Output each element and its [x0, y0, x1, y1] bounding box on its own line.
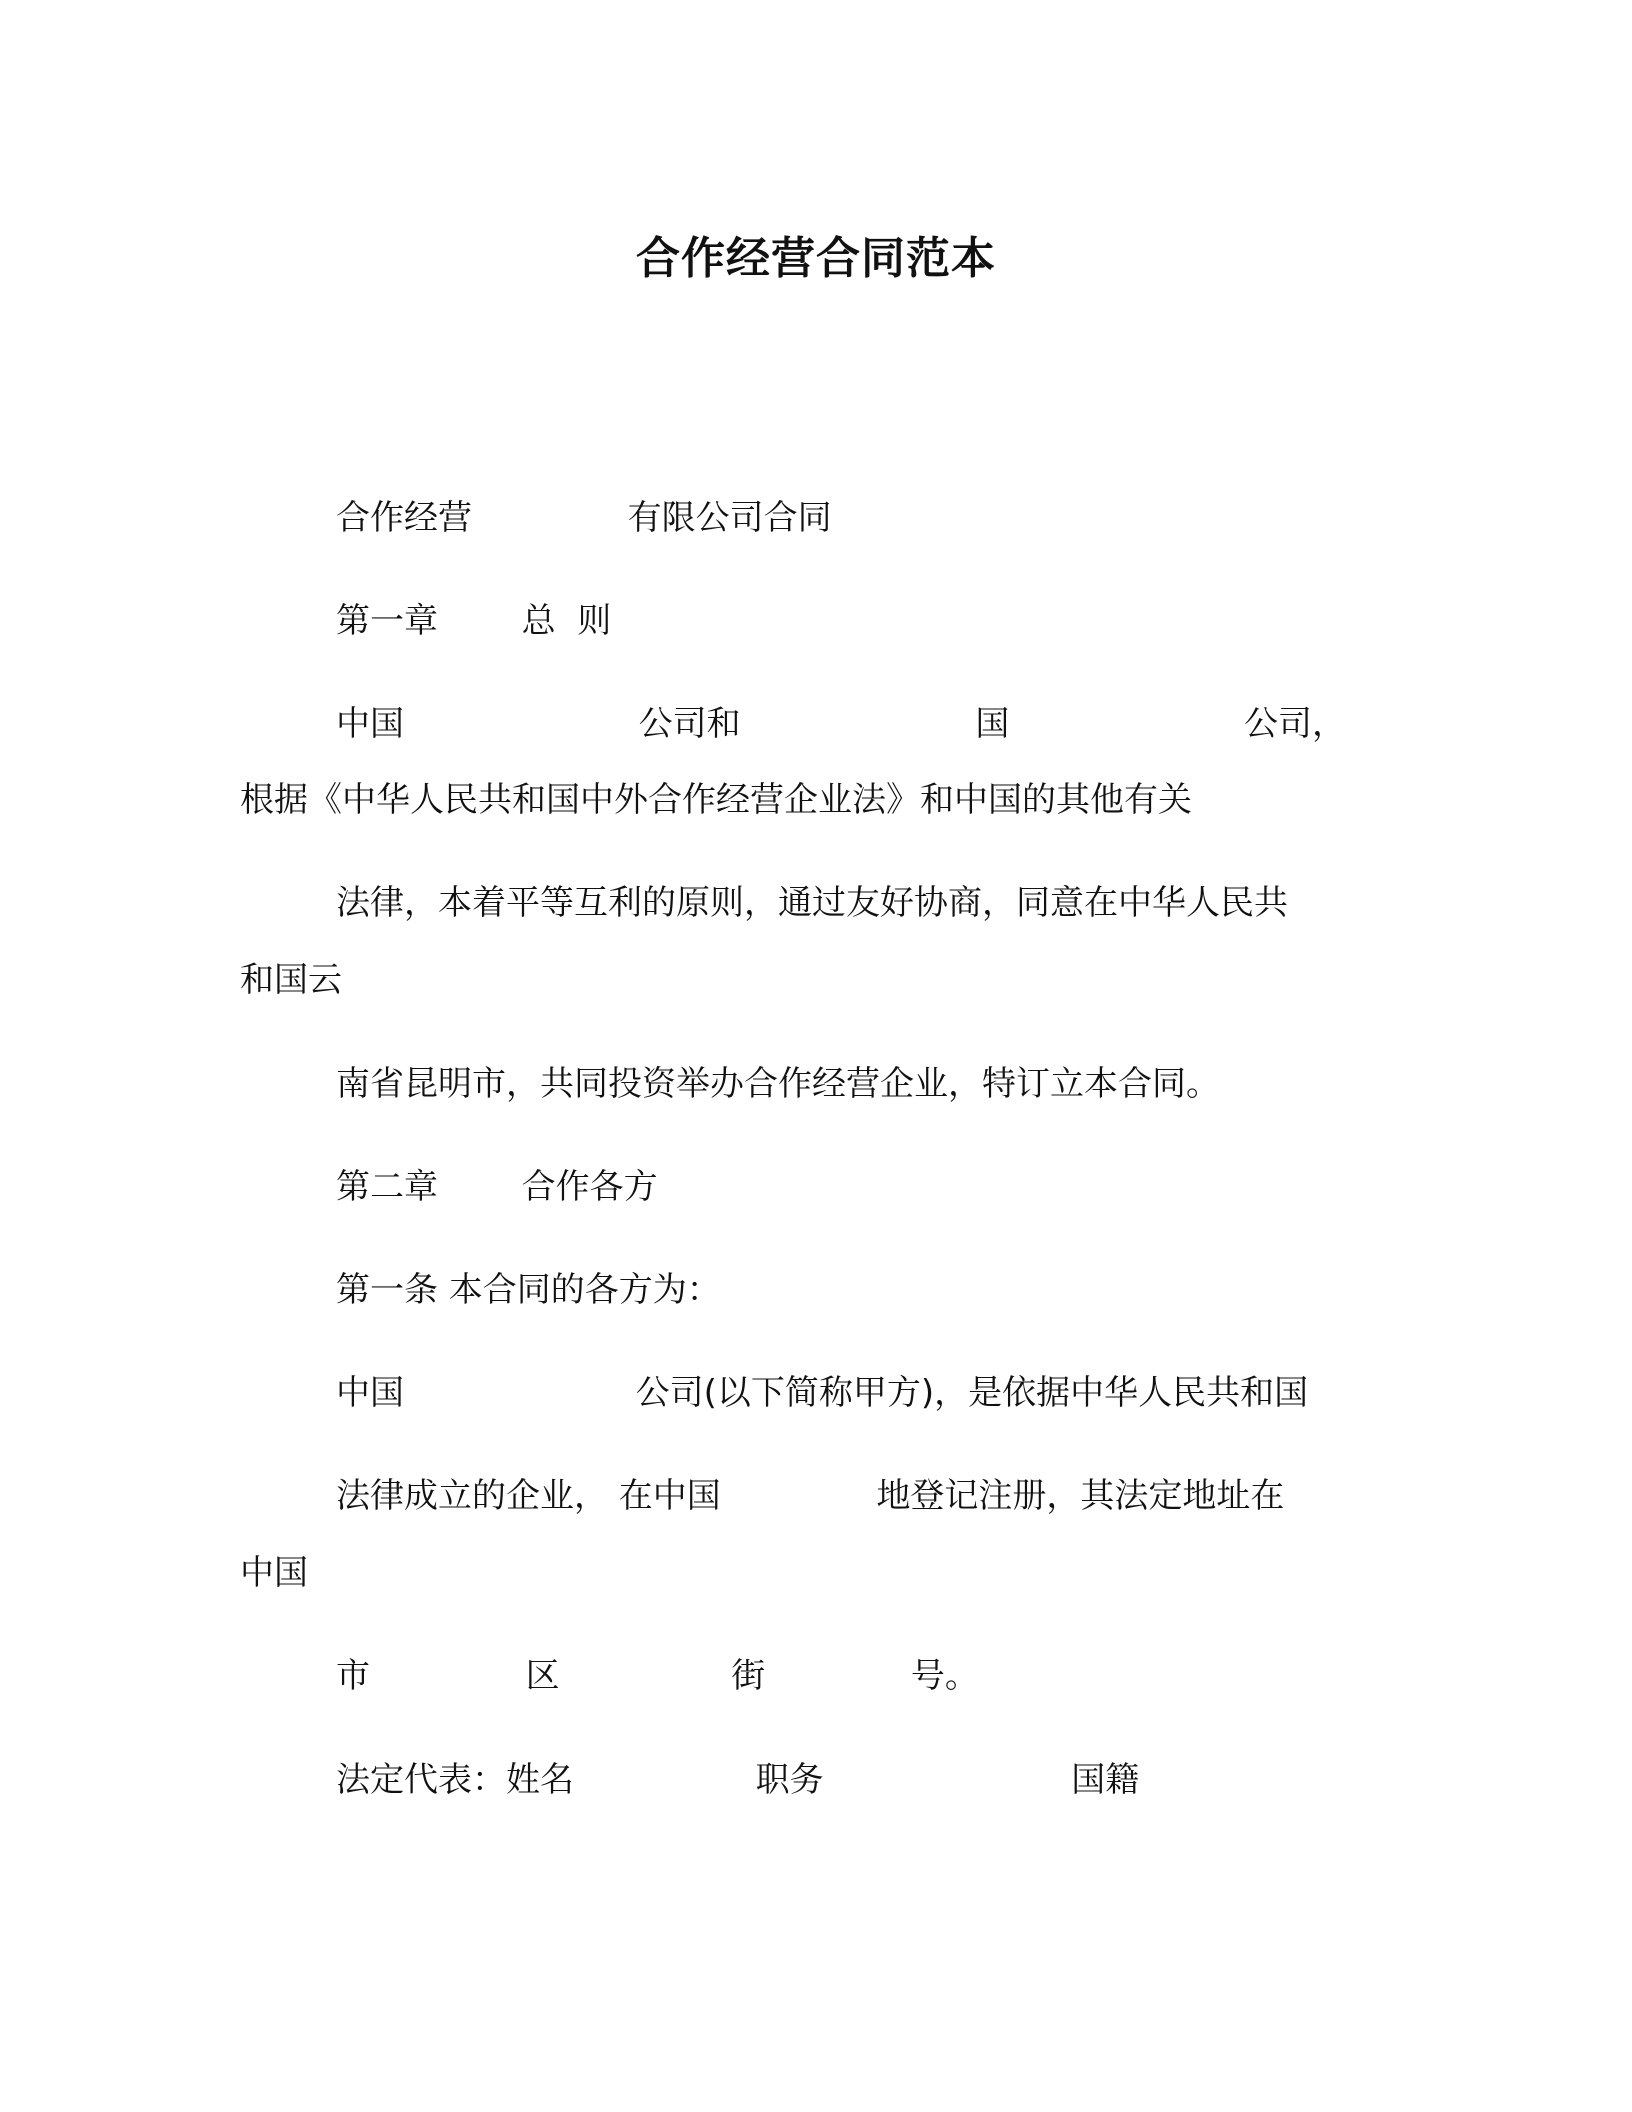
party-a-line-2	[336, 1476, 1284, 1517]
chapter-2-number: 第二章	[336, 1167, 438, 1207]
legal-representative-line	[336, 1760, 1139, 1801]
party-a-registered-in: 法律成立的企业， 在中国	[336, 1476, 721, 1516]
rep-position-label: 职务	[755, 1760, 824, 1800]
preamble-country: 国	[975, 704, 1010, 744]
address-street: 街	[731, 1656, 766, 1696]
party-a-address-line	[336, 1656, 979, 1697]
party-a-line-1	[336, 1373, 1308, 1414]
preamble-party-china: 中国	[336, 704, 404, 744]
address-district: 区	[525, 1656, 560, 1696]
chapter-1-title: 总 则	[521, 601, 612, 641]
address-city: 市	[336, 1656, 370, 1696]
party-a-china: 中国	[336, 1373, 404, 1413]
document-title: 合作经营合同范本	[636, 233, 996, 284]
chapter-1-heading	[336, 601, 611, 642]
party-a-legal-address: 地登记注册，其法定地址在	[876, 1476, 1285, 1516]
preamble-line-1	[336, 704, 1346, 745]
preamble-line-2: 根据《中华人民共和国中外合作经营企业法》和中国的其他有关	[240, 780, 1192, 820]
contract-name-suffix: 有限公司合同	[627, 498, 832, 538]
preamble-company-and: 公司和	[638, 704, 741, 744]
chapter-2-title: 合作各方	[521, 1167, 658, 1207]
contract-name-line	[336, 498, 832, 539]
preamble-line-3: 法律，本着平等互利的原则，通过友好协商，同意在中华人民共	[336, 883, 1288, 923]
article-1: 第一条 本合同的各方为：	[336, 1270, 721, 1310]
rep-nationality-label: 国籍	[1071, 1760, 1140, 1800]
preamble-company: 公司，	[1243, 704, 1346, 744]
party-a-line-3: 中国	[240, 1553, 308, 1593]
contract-name-prefix: 合作经营	[336, 498, 472, 538]
address-number: 号。	[910, 1656, 979, 1696]
rep-name-label: 法定代表：姓名	[336, 1760, 574, 1800]
preamble-line-5: 南省昆明市，共同投资举办合作经营企业，特订立本合同。	[336, 1064, 1220, 1104]
party-a-company-desc: 公司(以下简称甲方)，是依据中华人民共和国	[635, 1373, 1309, 1413]
chapter-2-heading	[336, 1167, 658, 1208]
preamble-line-4: 和国云	[240, 960, 342, 1000]
chapter-1-number: 第一章	[336, 601, 438, 641]
